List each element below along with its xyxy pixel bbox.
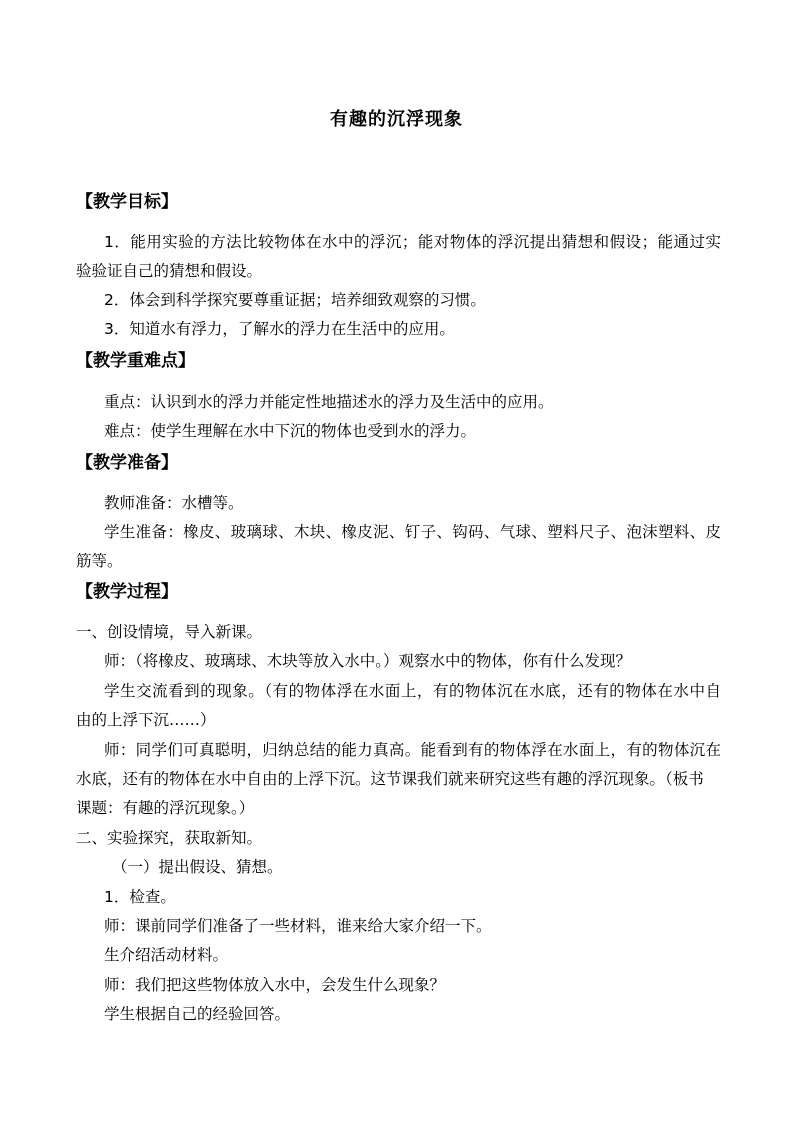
heading-goals: 【教学目标】 [76, 192, 178, 212]
key-point-focus: 重点：认识到水的浮力并能定性地描述水的浮力及生活中的应用。 [104, 393, 554, 411]
process-step-1: 一、创设情境，导入新课。 [76, 623, 263, 641]
process-line: 师：同学们可真聪明，归纳总结的能力真高。能看到有的物体浮在水面上，有的物体沉在 [104, 741, 721, 759]
goal-item-2: 2．体会到科学探究要尊重证据；培养细致观察的习惯。 [104, 291, 486, 309]
process-line: 学生交流看到的现象。（有的物体浮在水面上，有的物体沉在水底，还有的物体在水中自 [104, 682, 721, 700]
goal-item-1-cont: 验验证自己的猜想和假设。 [76, 262, 263, 280]
page-title: 有趣的沉浮现象 [330, 109, 463, 130]
process-line: 师：我们把这些物体放入水中，会发生什么现象？ [104, 976, 446, 994]
prep-teacher: 教师准备：水槽等。 [104, 494, 244, 512]
process-line: 课题：有趣的浮沉现象。） [76, 799, 255, 817]
prep-student-cont: 筋等。 [76, 552, 123, 570]
goal-item-3: 3．知道水有浮力，了解水的浮力在生活中的应用。 [104, 320, 455, 338]
process-subsection: （一）提出假设、猜想。 [112, 858, 283, 876]
heading-key-points: 【教学重难点】 [76, 351, 195, 371]
process-line: 由的上浮下沉……） [76, 711, 216, 729]
process-line: 学生根据自己的经验回答。 [104, 1005, 291, 1023]
process-line: 水底，还有的物体在水中自由的上浮下沉。这节课我们就来研究这些有趣的浮沉现象。（板书 [76, 770, 704, 788]
process-step-2: 二、实验探究，获取新知。 [76, 829, 263, 847]
heading-process: 【教学过程】 [76, 582, 178, 602]
goal-item-1: 1．能用实验的方法比较物体在水中的浮沉；能对物体的浮沉提出猜想和假设；能通过实 [104, 233, 721, 251]
process-line: 师：课前同学们准备了一些材料，谁来给大家介绍一下。 [104, 917, 492, 935]
process-line: 师：（将橡皮、玻璃球、木块等放入水中。）观察水中的物体，你有什么发现？ [104, 652, 632, 670]
heading-preparation: 【教学准备】 [76, 453, 178, 473]
prep-student: 学生准备：橡皮、玻璃球、木块、橡皮泥、钉子、钩码、气球、塑料尺子、泡沫塑料、皮 [104, 523, 721, 541]
key-point-difficulty: 难点：使学生理解在水中下沉的物体也受到水的浮力。 [104, 422, 477, 440]
process-line: 生介绍活动材料。 [104, 946, 229, 964]
process-line: 1．检查。 [104, 888, 176, 906]
